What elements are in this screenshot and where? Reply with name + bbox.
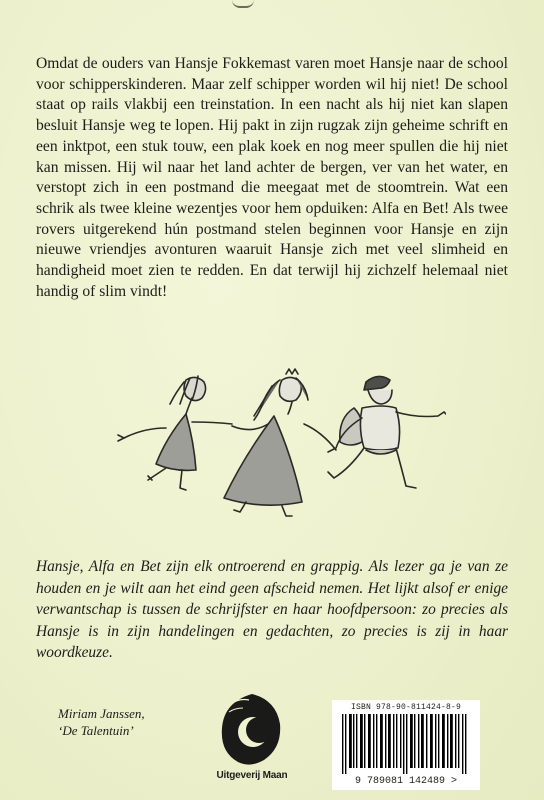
review-source: ‘De Talentuin’ <box>58 723 134 738</box>
spine-ornament <box>232 0 254 8</box>
barcode-bars <box>342 714 470 774</box>
children-dancing-illustration <box>96 368 446 518</box>
moon-logo-icon <box>221 692 283 768</box>
quote-attribution <box>58 705 145 739</box>
review-quote: Hansje, Alfa en Bet zijn elk ontroerend en grappig. Als lezer ga je van ze houden en je wilt aan het eind geen afscheid nemen. Het lijkt alsof er enige verwantschap is tussen de schrijfster en haar hoofdpersoon: zo precies als Hansje is in zijn handelingen en gedachten, zo precies is zij in haar woordkeuze. <box>36 558 508 661</box>
barcode-number: 9 789081 142489 > <box>354 776 458 787</box>
publisher-name: Uitgeverij Maan <box>216 770 288 781</box>
barcode-panel <box>332 700 480 790</box>
blurb-text: Omdat de ouders van Hansje Fokkemast varen moet Hansje naar de school voor schipperskinderen. Maar zelf schipper worden wil hij niet! De school staat op rails vlakbij een treinstation. In een nacht als hij niet kan slapen besluit Hansje weg te lopen. Hij pakt in zijn rugzak zijn geheime schrift en een inktpot, een stuk touw, een plak koek en nog meer spullen die hij niet kan missen. Hij wil naar het land achter de bergen, ver van het water, en verstopt zich in een postmand die meegaat met de stoomtrein. Wat een schrik als twee kleine wezentjes voor hem opduiken: Alfa en Bet! Als twee rovers uitgerekend hún postmand stelen beginnen voor Hansje en zijn nieuwe vriendjes avonturen waaruit Hansje zich met veel slimheid en handigheid moet zien te redden. En dat terwijl hij zichzelf helemaal niet handig of slim vindt! <box>36 55 508 300</box>
isbn-label: ISBN 978-90-811424-8-9 <box>350 703 462 712</box>
reviewer-name: Miriam Janssen, <box>58 706 145 721</box>
publisher-logo <box>210 692 294 781</box>
